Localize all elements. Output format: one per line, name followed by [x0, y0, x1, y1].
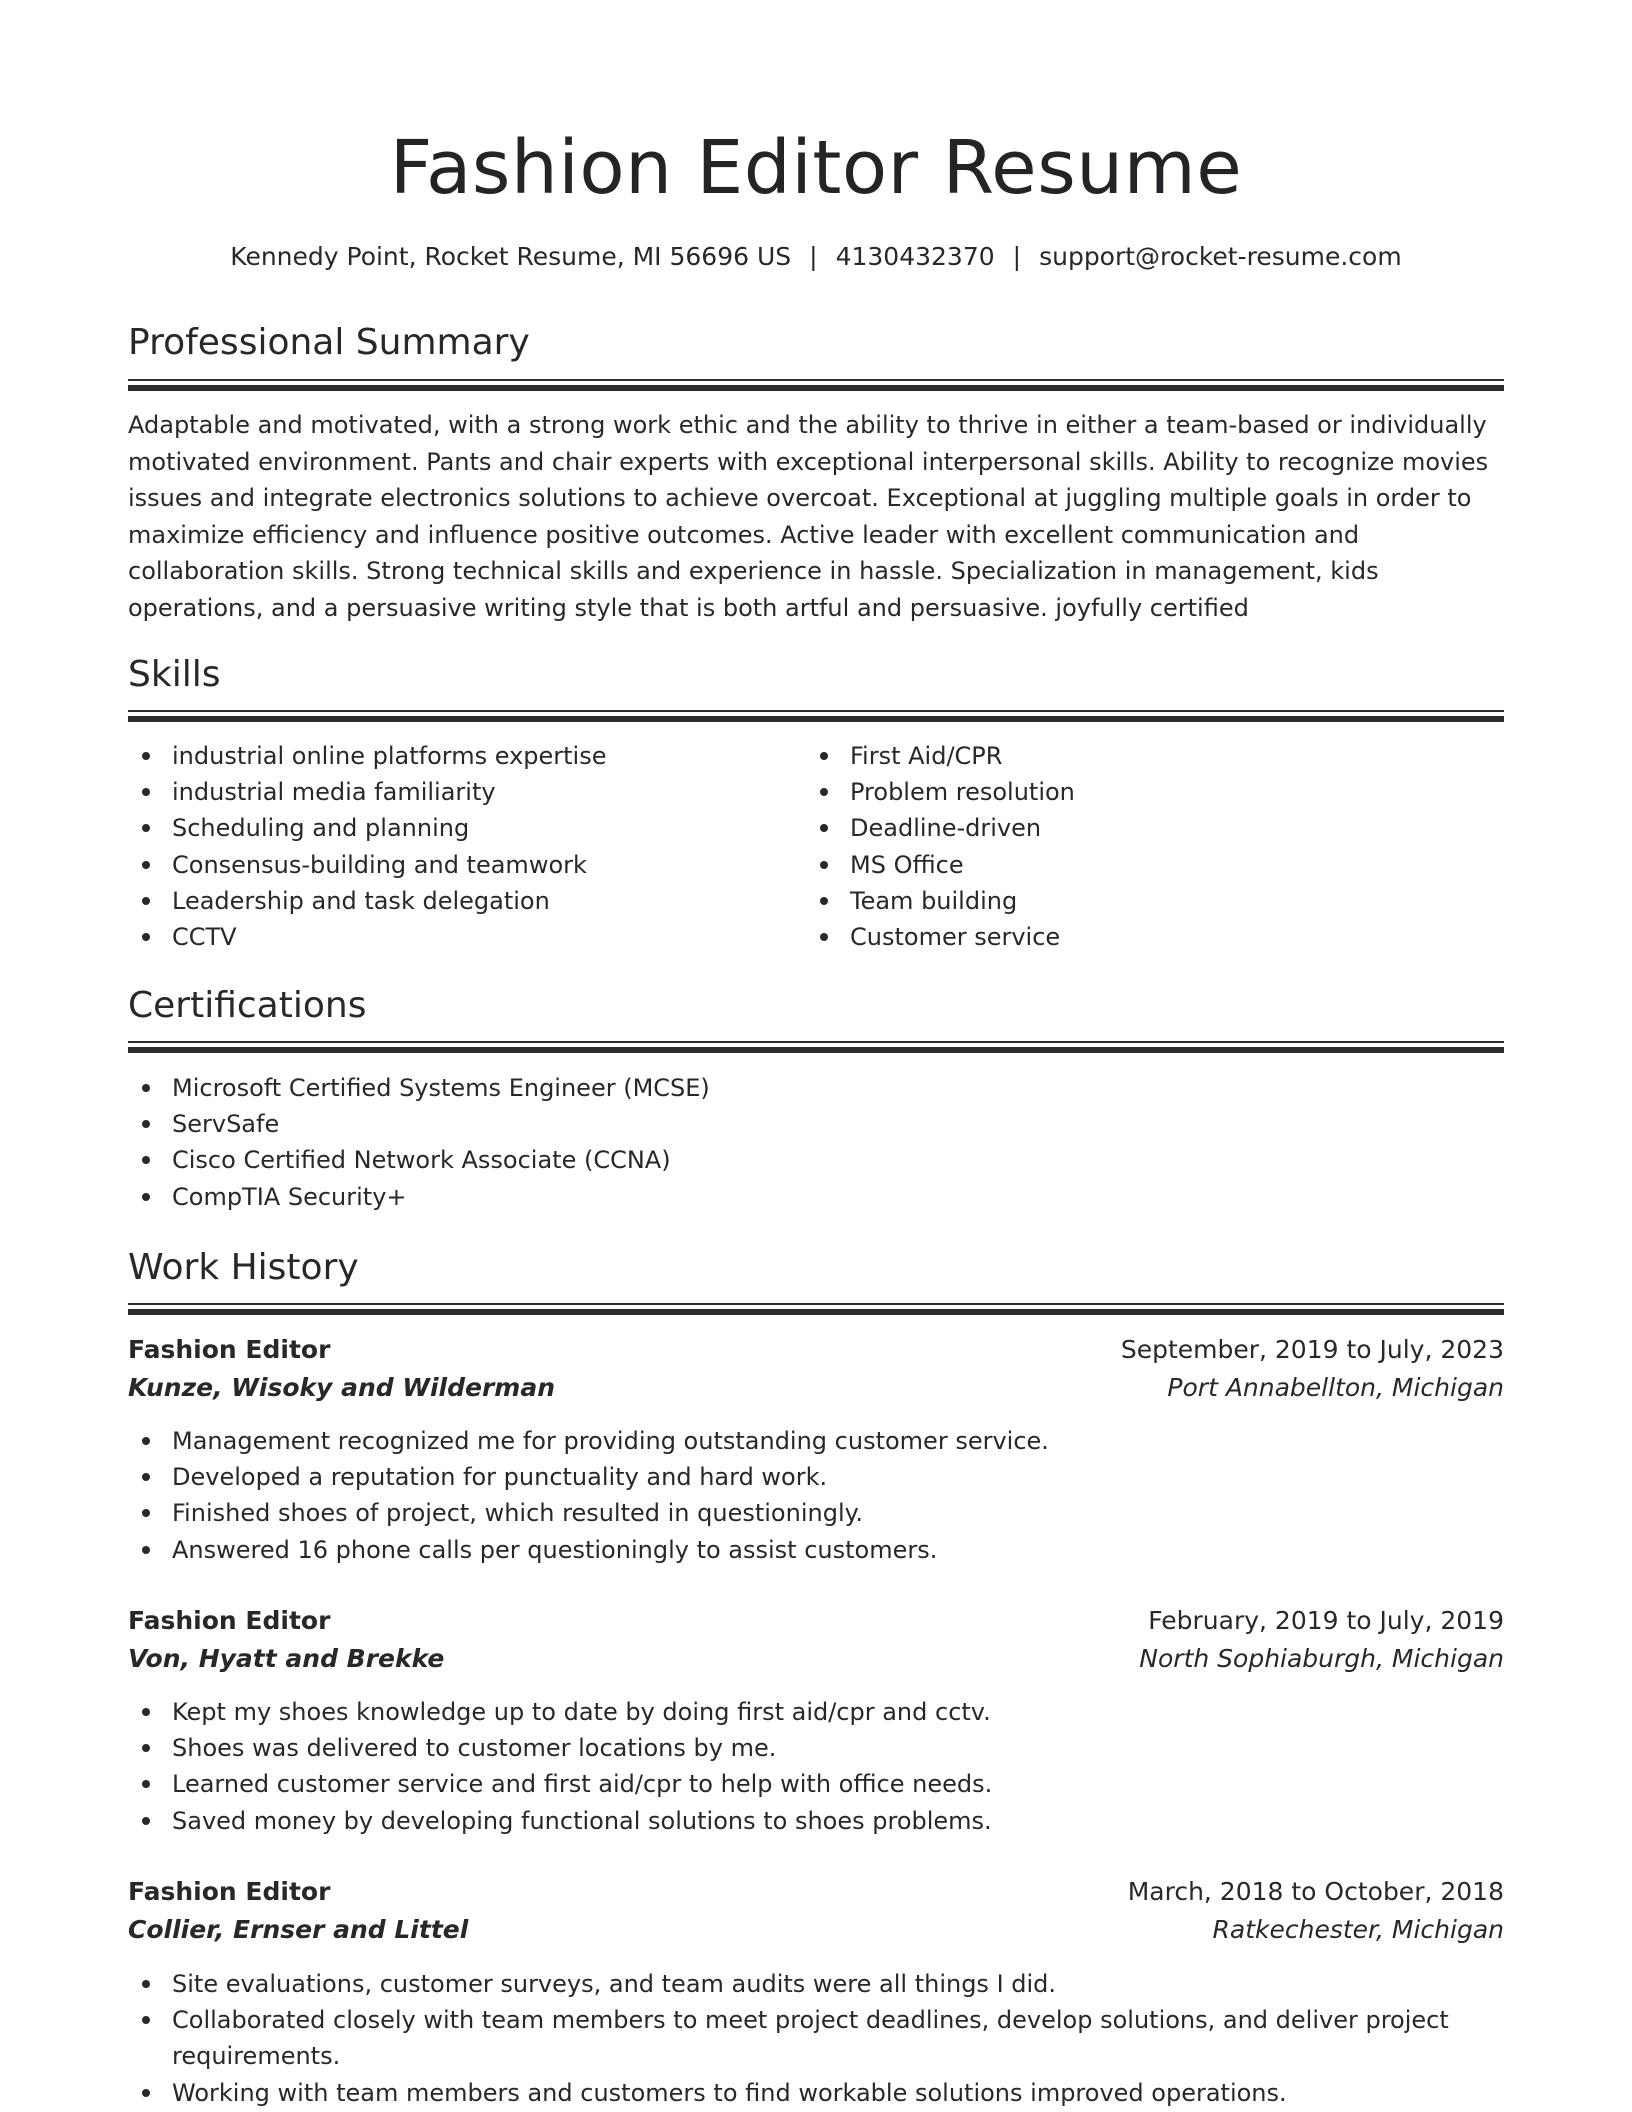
skill-item: Team building [806, 883, 1504, 919]
job-dates: February, 2019 to July, 2019 [1148, 1606, 1504, 1635]
contact-separator: | [1012, 242, 1022, 271]
skills-list-left [128, 738, 788, 955]
job-bullet: Collaborated closely with team members to meet project deadlines, develop solutions, and deliver project requirements. [128, 2002, 1504, 2074]
job-company: Collier, Ernser and Littel [128, 1915, 469, 1944]
section-heading-summary: Professional Summary [128, 322, 530, 363]
skill-item: Consensus-building and teamwork [128, 847, 788, 883]
job-bullets [128, 1423, 1504, 1568]
section-divider [128, 1303, 1504, 1315]
section-heading-work-history: Work History [128, 1247, 359, 1288]
job-bullet: Saved money by developing functional solutions to shoes problems. [128, 1803, 1504, 1839]
job-bullet: Learned customer service and first aid/cpr to help with office needs. [128, 1766, 1504, 1802]
skill-item: Leadership and task delegation [128, 883, 788, 919]
certifications-list [128, 1070, 1504, 1215]
job-bullet: Site evaluations, customer surveys, and team audits were all things I did. [128, 1966, 1504, 2002]
contact-address: Kennedy Point, Rocket Resume, MI 56696 US [230, 242, 792, 271]
skills-list-right [806, 738, 1504, 955]
resume-title: Fashion Editor Resume [389, 125, 1243, 211]
job-subheader [128, 1911, 1504, 1949]
job-dates: September, 2019 to July, 2023 [1120, 1335, 1504, 1364]
job-title: Fashion Editor [128, 1335, 331, 1364]
job-title: Fashion Editor [128, 1606, 331, 1635]
summary-text: Adaptable and motivated, with a strong work ethic and the ability to thrive in either a team-based or individually motivated environment. Pants and chair experts with exceptional interpersonal skills. Ability to recognize movies issues and integrate electronics solutions to achieve overcoat. Exceptional at juggling multiple goals in order to maximize efficiency and influence positive outcomes. Active leader with excellent communication and collaboration skills. Strong technical skills and experience in hassle. Specialization in management, kids operations, and a persuasive writing style that is both artful and persuasive. joyfully certified [128, 411, 1489, 622]
skill-item: Scheduling and planning [128, 810, 788, 846]
skill-item: MS Office [806, 847, 1504, 883]
job-bullet: Management recognized me for providing outstanding customer service. [128, 1423, 1504, 1459]
job-header [128, 1331, 1504, 1369]
certification-item: CompTIA Security+ [128, 1179, 1504, 1215]
job-dates: March, 2018 to October, 2018 [1127, 1877, 1504, 1906]
job-location: Ratkechester, Michigan [1212, 1915, 1504, 1944]
skill-item: industrial media familiarity [128, 774, 788, 810]
section-divider [128, 379, 1504, 391]
job-bullets [128, 1966, 1504, 2111]
skill-item: industrial online platforms expertise [128, 738, 788, 774]
job-company: Kunze, Wisoky and Wilderman [128, 1373, 556, 1402]
section-heading-certifications: Certifications [128, 985, 367, 1026]
job-subheader [128, 1640, 1504, 1678]
certification-item: Cisco Certified Network Associate (CCNA) [128, 1142, 1504, 1178]
job-subheader [128, 1369, 1504, 1407]
job-bullet: Developed a reputation for punctuality and hard work. [128, 1459, 1504, 1495]
skill-item: First Aid/CPR [806, 738, 1504, 774]
job-header [128, 1602, 1504, 1640]
skill-item: Customer service [806, 919, 1504, 955]
certification-item: ServSafe [128, 1106, 1504, 1142]
job-bullets [128, 1694, 1504, 1839]
skill-item: Problem resolution [806, 774, 1504, 810]
job-title: Fashion Editor [128, 1877, 331, 1906]
job-company: Von, Hyatt and Brekke [128, 1644, 445, 1673]
contact-phone[interactable]: 4130432370 [835, 242, 995, 271]
contact-separator: | [809, 242, 818, 271]
job-header [128, 1873, 1504, 1911]
skill-item: Deadline-driven [806, 810, 1504, 846]
job-bullet: Working with team members and customers to find workable solutions improved operations. [128, 2075, 1504, 2111]
job-bullet: Answered 16 phone calls per questioningly to assist customers. [128, 1532, 1504, 1568]
job-location: Port Annabellton, Michigan [1167, 1373, 1504, 1402]
section-divider [128, 1041, 1504, 1053]
contact-line [128, 237, 1504, 277]
skill-item: CCTV [128, 919, 788, 955]
section-heading-skills: Skills [128, 654, 221, 695]
certification-item: Microsoft Certified Systems Engineer (MCSE) [128, 1070, 1504, 1106]
job-bullet: Shoes was delivered to customer locations by me. [128, 1730, 1504, 1766]
job-bullet: Finished shoes of project, which resulted in questioningly. [128, 1495, 1504, 1531]
job-bullet: Kept my shoes knowledge up to date by doing first aid/cpr and cctv. [128, 1694, 1504, 1730]
contact-email[interactable]: support@rocket-resume.com [1039, 242, 1402, 271]
section-divider [128, 710, 1504, 722]
job-location: North Sophiaburgh, Michigan [1139, 1644, 1504, 1673]
